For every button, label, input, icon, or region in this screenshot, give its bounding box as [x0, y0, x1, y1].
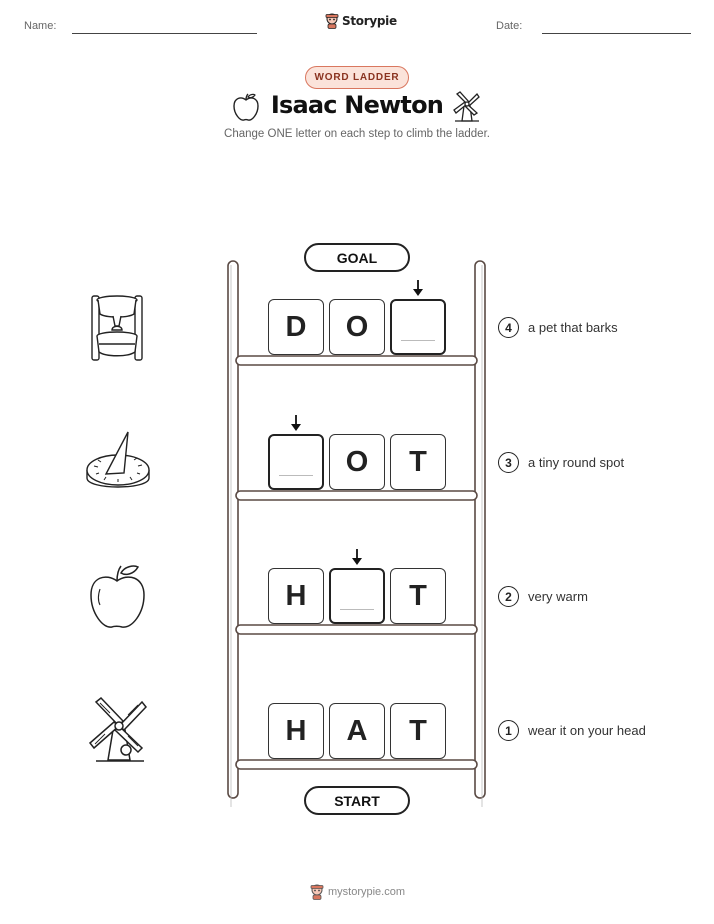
clue-1	[498, 720, 646, 741]
arrow-down-icon	[289, 414, 303, 432]
clue-text: a pet that barks	[528, 320, 618, 335]
name-field[interactable]	[72, 33, 257, 34]
clue-text: very warm	[528, 589, 588, 604]
goal-label: GOAL	[304, 243, 410, 272]
instructions: Change ONE letter on each step to climb the ladder.	[224, 128, 490, 140]
arrow-down-icon	[350, 548, 364, 566]
apple-icon	[88, 563, 148, 631]
letter-tile: T	[390, 434, 446, 490]
clue-2	[498, 586, 588, 607]
letter-tile: H	[268, 703, 324, 759]
name-label: Name:	[24, 20, 57, 32]
start-label: START	[304, 786, 410, 815]
storypie-logo-icon	[310, 884, 324, 900]
sundial-icon	[84, 430, 152, 496]
clue-3	[498, 452, 624, 473]
letter-tile: H	[268, 568, 324, 624]
letter-tile: D	[268, 299, 324, 355]
brand	[325, 13, 397, 29]
footer-url[interactable]: mystorypie.com	[328, 886, 406, 898]
letter-tile: O	[329, 434, 385, 490]
clue-text: a tiny round spot	[528, 455, 625, 470]
letter-tile: T	[390, 703, 446, 759]
worksheet-type-badge: WORD LADDER	[305, 66, 409, 89]
storypie-logo-icon	[325, 13, 339, 29]
windmill-icon	[452, 90, 482, 122]
letter-tile: T	[390, 568, 446, 624]
brand-name: Storypie	[342, 14, 397, 28]
footer	[310, 884, 405, 900]
letter-tile: O	[329, 299, 385, 355]
step-number: 3	[498, 452, 519, 473]
step-number: 4	[498, 317, 519, 338]
date-field[interactable]	[542, 33, 691, 34]
water-clock-icon	[88, 292, 146, 362]
letter-blank-input[interactable]	[390, 299, 446, 355]
step-number: 1	[498, 720, 519, 741]
clue-text: wear it on your head	[528, 723, 646, 738]
step-number: 2	[498, 586, 519, 607]
windmill-icon	[88, 696, 150, 764]
letter-blank-input[interactable]	[329, 568, 385, 624]
arrow-down-icon	[411, 279, 425, 297]
letter-blank-input[interactable]	[268, 434, 324, 490]
letter-tile: A	[329, 703, 385, 759]
page-title: Isaac Newton	[270, 91, 444, 119]
clue-4	[498, 317, 618, 338]
date-label: Date:	[496, 20, 523, 32]
